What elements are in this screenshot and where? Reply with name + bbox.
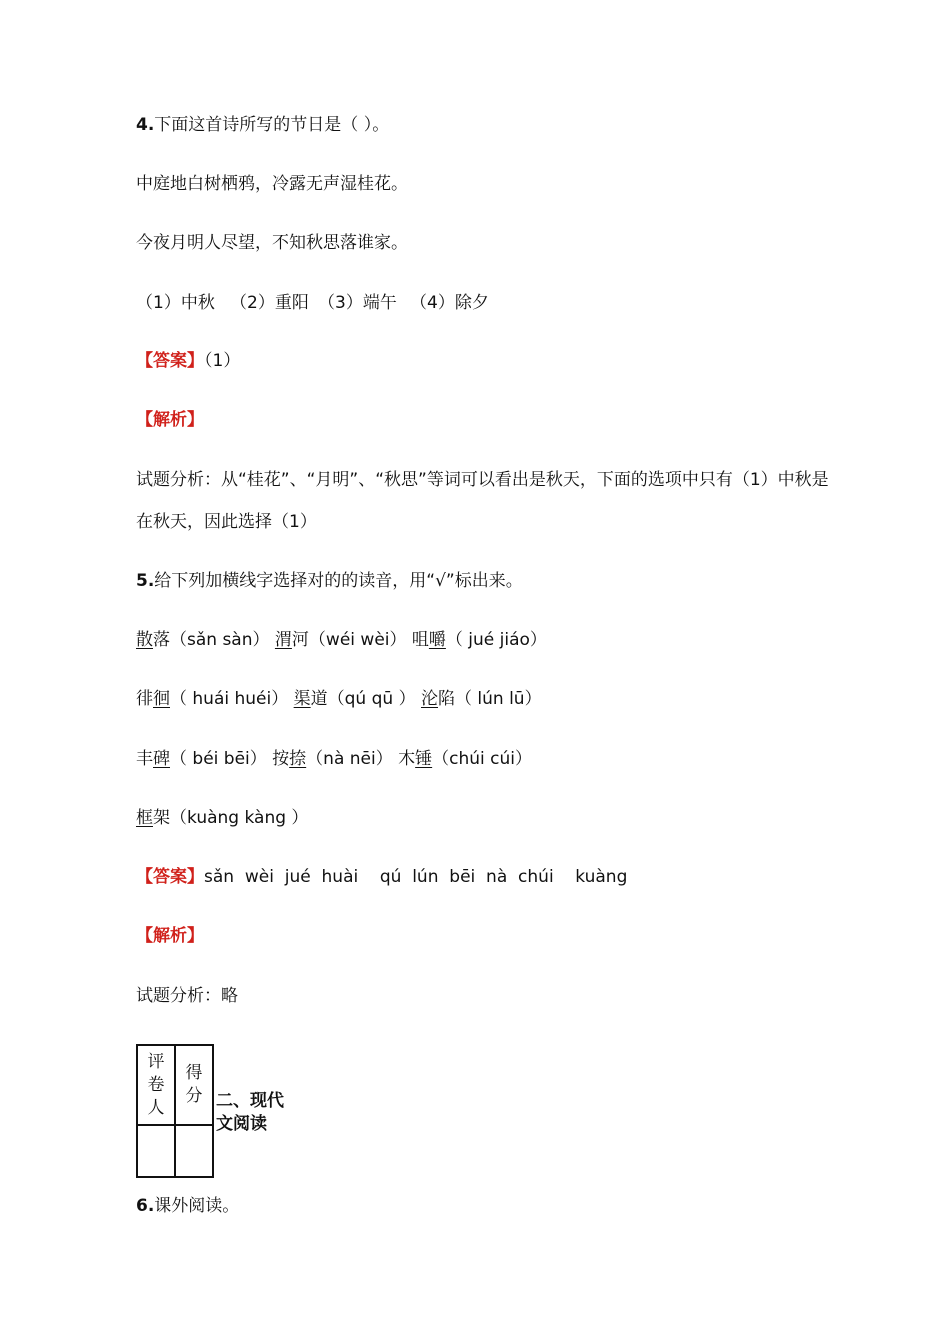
answer-tag: 【答案】	[136, 351, 204, 371]
q5-analysis-tag: 【解析】	[136, 926, 204, 946]
q4-answer	[136, 350, 240, 372]
q4-option-3: （3）端午	[318, 293, 397, 313]
score-cell	[175, 1045, 213, 1125]
q4-analysis-tag: 【解析】	[136, 410, 204, 430]
q4-option-4: （4）除夕	[410, 293, 489, 313]
word-item: 木锤（chúi cúi）	[398, 749, 533, 769]
score-table	[136, 1044, 214, 1178]
word-item: 渭河（wéi wèi）	[274, 630, 407, 650]
answer-tag: 【答案】	[136, 867, 204, 887]
q4-stem: 4.下面这首诗所写的节日是（ ）。	[136, 115, 390, 135]
word-item: 框架（kuàng kàng ）	[136, 808, 309, 828]
score-label: 得 分	[185, 1063, 203, 1106]
q5-row-3	[136, 748, 532, 770]
section-title: 二、现代文阅读	[216, 1091, 284, 1134]
q4-stem-text: 下面这首诗所写的节日是（ ）。	[154, 115, 390, 135]
q4-analysis-line-2: 在秋天，因此选择（1）	[136, 512, 317, 532]
q5-answer-value: sǎn wèi jué huài qú lún bēi nà chúi kuàng	[204, 867, 628, 887]
word-item: 咀嚼（ jué jiáo）	[411, 630, 547, 650]
q5-row-4	[136, 807, 308, 829]
q5-analysis: 试题分析：略	[136, 986, 238, 1006]
q5-answer	[136, 866, 627, 888]
score-blank	[175, 1125, 213, 1177]
q6-stem: 6.课外阅读。	[136, 1196, 240, 1216]
poem-line-2: 今夜月明人尽望，不知秋思落谁家。	[136, 233, 408, 253]
q5-row-1	[136, 629, 547, 651]
word-item: 徘徊（ huái huéi）	[136, 689, 289, 709]
poem-line-1: 中庭地白树栖鸦，冷露无声湿桂花。	[136, 174, 408, 194]
q4-option-1: （1）中秋	[136, 293, 215, 313]
grader-label: 评 卷 人	[147, 1051, 165, 1118]
word-item: 散落（sǎn sàn）	[136, 630, 270, 650]
q4-options	[136, 292, 489, 314]
grader-cell	[137, 1045, 175, 1125]
word-item: 按捺（nà nēi）	[272, 749, 393, 769]
q4-answer-value: （1）	[204, 351, 241, 371]
word-item: 渠道（qú qū ）	[293, 689, 416, 709]
q4-analysis-line-1: 试题分析：从“桂花”、“月明”、“秋思”等词可以看出是秋天，下面的选项中只有（1）中秋是	[136, 470, 829, 490]
q5-stem: 5.给下列加横线字选择对的的读音，用“√”标出来。	[136, 571, 523, 591]
q5-row-2	[136, 688, 542, 710]
q6-stem-text: 课外阅读。	[154, 1196, 240, 1216]
grader-blank	[137, 1125, 175, 1177]
word-item: 丰碑（ béi bēi）	[136, 749, 267, 769]
q4-option-2: （2）重阳	[230, 293, 309, 313]
word-item: 沦陷（ lún lū）	[421, 689, 542, 709]
q5-stem-text: 给下列加横线字选择对的的读音，用“√”标出来。	[154, 571, 523, 591]
